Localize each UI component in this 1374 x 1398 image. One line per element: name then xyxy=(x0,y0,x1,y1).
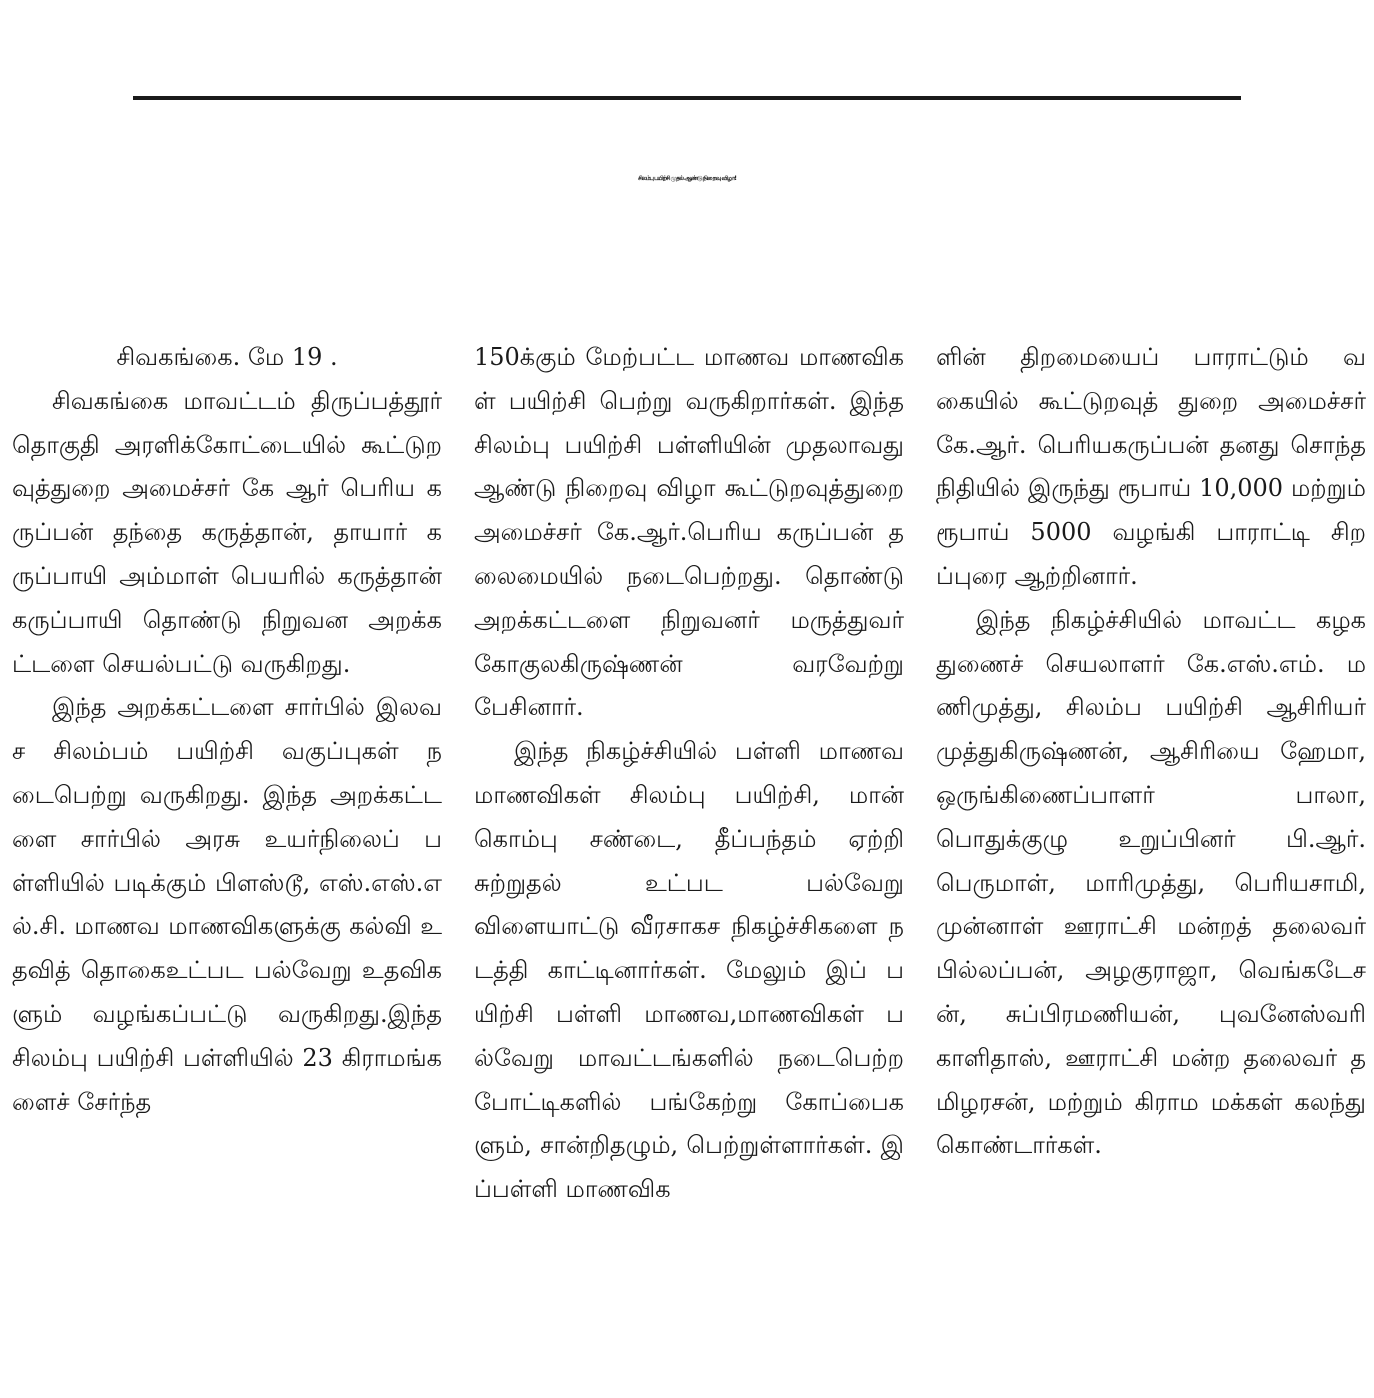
paragraph: இந்த நிகழ்ச்சியில் பள்ளி மாணவ மாணவிகள் சிலம்பு பயிற்சி, மான் கொம்பு சண்டை, தீப்பந்தம் ஏற்றி சுற்றுதல் உட்பட பல்வேறு விளையாட்டு வீரசாகச நிகழ்ச்சிகளை நடத்தி காட்டினார்கள். மேலும் இப் பயிற்சி பள்ளி மாணவ,மாணவிகள் பல்வேறு மாவட்டங்களில் நடைபெற்ற போட்டிகளில் பங்கேற்று கோப்பைகளும், சான்றிதழும், பெற்றுள்ளார்கள். இப்பள்ளி மாணவிக xyxy=(474,737,904,1204)
subheadline xyxy=(0,254,1374,334)
headline: சிலம்பு பயிற்சி முதல் ஆண்டு நிறைவு விழா! xyxy=(638,175,736,182)
paragraph: சிவகங்கை மாவட்டம் திருப்பத்தூர் தொகுதி அரளிக்கோட்டையில் கூட்டுறவுத்துறை அமைச்சர் கே ஆர் பெரிய கருப்பன் தந்தை கருத்தான், தாயார் கருப்பாயி அம்மாள் பெயரில் கருத்தான் கருப்பாயி தொண்டு நிறுவன அறக்கட்டளை செயல்பட்டு வருகிறது. xyxy=(12,386,442,678)
paragraph: ளின் திறமையைப் பாராட்டும் வகையில் கூட்டுறவுத் துறை அமைச்சர் கே.ஆர். பெரியகருப்பன் தனது சொந்த நிதியில் இருந்து ரூபாய் 10,000 மற்றும் ரூபாய் 5000 வழங்கி பாராட்டி சிறப்புரை ஆற்றினார். xyxy=(936,343,1366,590)
kicker-title xyxy=(0,4,1374,88)
paragraph: இந்த நிகழ்ச்சியில் மாவட்ட கழக துணைச் செயலாளர் கே.எஸ்.எம். மணிமுத்து, சிலம்ப பயிற்சி ஆசிரியர் முத்துகிருஷ்ணன், ஆசிரியை ஹேமா, ஒருங்கிணைப்பாளர் பாலா, பொதுக்குழு உறுப்பினர் பி.ஆர்.பெருமாள், மாரிமுத்து, பெரியசாமி, முன்னாள் ஊராட்சி மன்றத் தலைவர் பில்லப்பன், அழகுராஜா, வெங்கடேசன், சுப்பிரமணியன், புவனேஸ்வரி காளிதாஸ், ஊராட்சி மன்ற தலைவர் தமிழரசன், மற்றும் கிராம மக்கள் கலந்து கொண்டார்கள். xyxy=(936,605,1366,1160)
article-column-3 xyxy=(936,336,1366,1168)
paragraph: இந்த அறக்கட்டளை சார்பில் இலவச சிலம்பம் பயிற்சி வகுப்புகள் நடைபெற்று வருகிறது. இந்த அறக்கட்டளை சார்பில் அரசு உயர்நிலைப் பள்ளியில் படிக்கும் பிளஸ்டூ, எஸ்.எஸ்.எல்.சி. மாணவ மாணவிகளுக்கு கல்வி உதவித் தொகைஉட்பட பல்வேறு உதவிகளும் வழங்கப்பட்டு வருகிறது.இந்த சிலம்பு பயிற்சி பள்ளியில் 23 கிராமங்களைச் சேர்ந்த xyxy=(12,693,442,1116)
article-column-1 xyxy=(12,336,442,1124)
article-column-2 xyxy=(474,336,904,1212)
paragraph: 150க்கும் மேற்பட்ட மாணவ மாணவிகள் பயிற்சி பெற்று வருகிறார்கள். இந்த சிலம்பு பயிற்சி பள்ளியின் முதலாவது ஆண்டு நிறைவு விழா கூட்டுறவுத்துறை அமைச்சர் கே.ஆர்.பெரிய கருப்பன் தலைமையில் நடைபெற்றது. தொண்டு அறக்கட்டளை நிறுவனர் மருத்துவர் கோகுலகிருஷ்ணன் வரவேற்று பேசினார். xyxy=(474,343,904,722)
dateline: சிவகங்கை. மே 19 . xyxy=(116,343,338,371)
title-divider xyxy=(133,96,1241,100)
